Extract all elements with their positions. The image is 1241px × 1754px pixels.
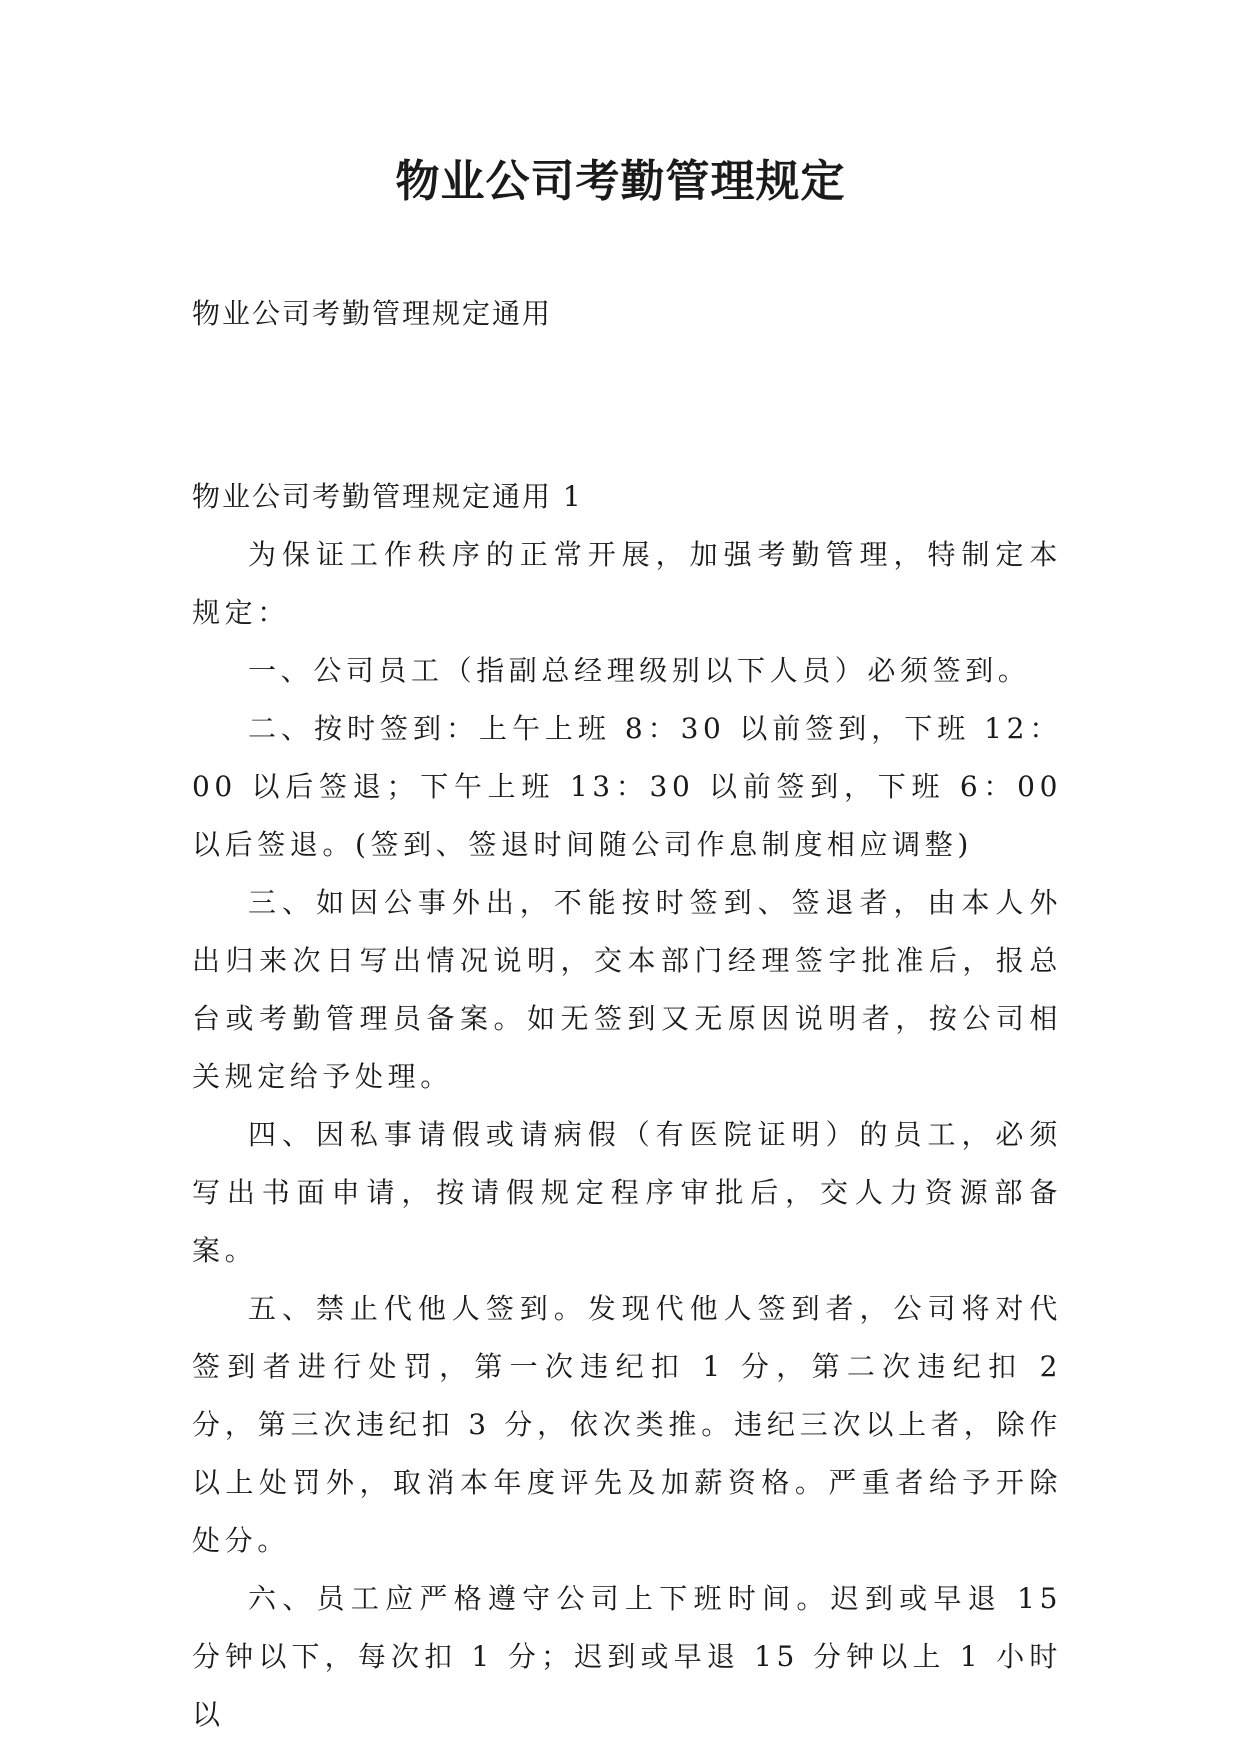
section-heading: 物业公司考勤管理规定通用 1 [192,480,583,513]
document-subtitle: 物业公司考勤管理规定通用 [192,297,553,330]
document-body [192,468,1062,1744]
paragraph-item-2: 二、按时签到：上午上班 8：30 以前签到，下班 12：00 以后签退；下午上班 13：30 以前签到，下班 6：00 以后签退。(签到、签退时间随公司作息制度相应调整) [192,712,1062,861]
paragraph-intro: 为保证工作秩序的正常开展，加强考勤管理，特制定本规定： [192,538,1062,629]
paragraph-item-5: 五、禁止代他人签到。发现代他人签到者，公司将对代签到者进行处罚，第一次违纪扣 1 分，第二次违纪扣 2 分，第三次违纪扣 3 分，依次类推。违纪三次以上者，除作以上处罚外，取消本年度评先及加薪资格。严重者给予开除处分。 [192,1292,1062,1557]
paragraph-item-6: 六、员工应严格遵守公司上下班时间。迟到或早退 15 分钟以下，每次扣 1 分；迟到或早退 15 分钟以上 1 小时以 [192,1582,1062,1731]
paragraph-item-4: 四、因私事请假或请病假（有医院证明）的员工，必须写出书面申请，按请假规定程序审批后，交人力资源部备案。 [192,1118,1062,1267]
paragraph-item-1: 一、公司员工（指副总经理级别以下人员）必须签到。 [248,654,1031,687]
paragraph-item-3: 三、如因公事外出，不能按时签到、签退者，由本人外出归来次日写出情况说明，交本部门经理签字批准后，报总台或考勤管理员备案。如无签到又无原因说明者，按公司相关规定给予处理。 [192,886,1062,1093]
document-title: 物业公司考勤管理规定 [395,156,846,207]
